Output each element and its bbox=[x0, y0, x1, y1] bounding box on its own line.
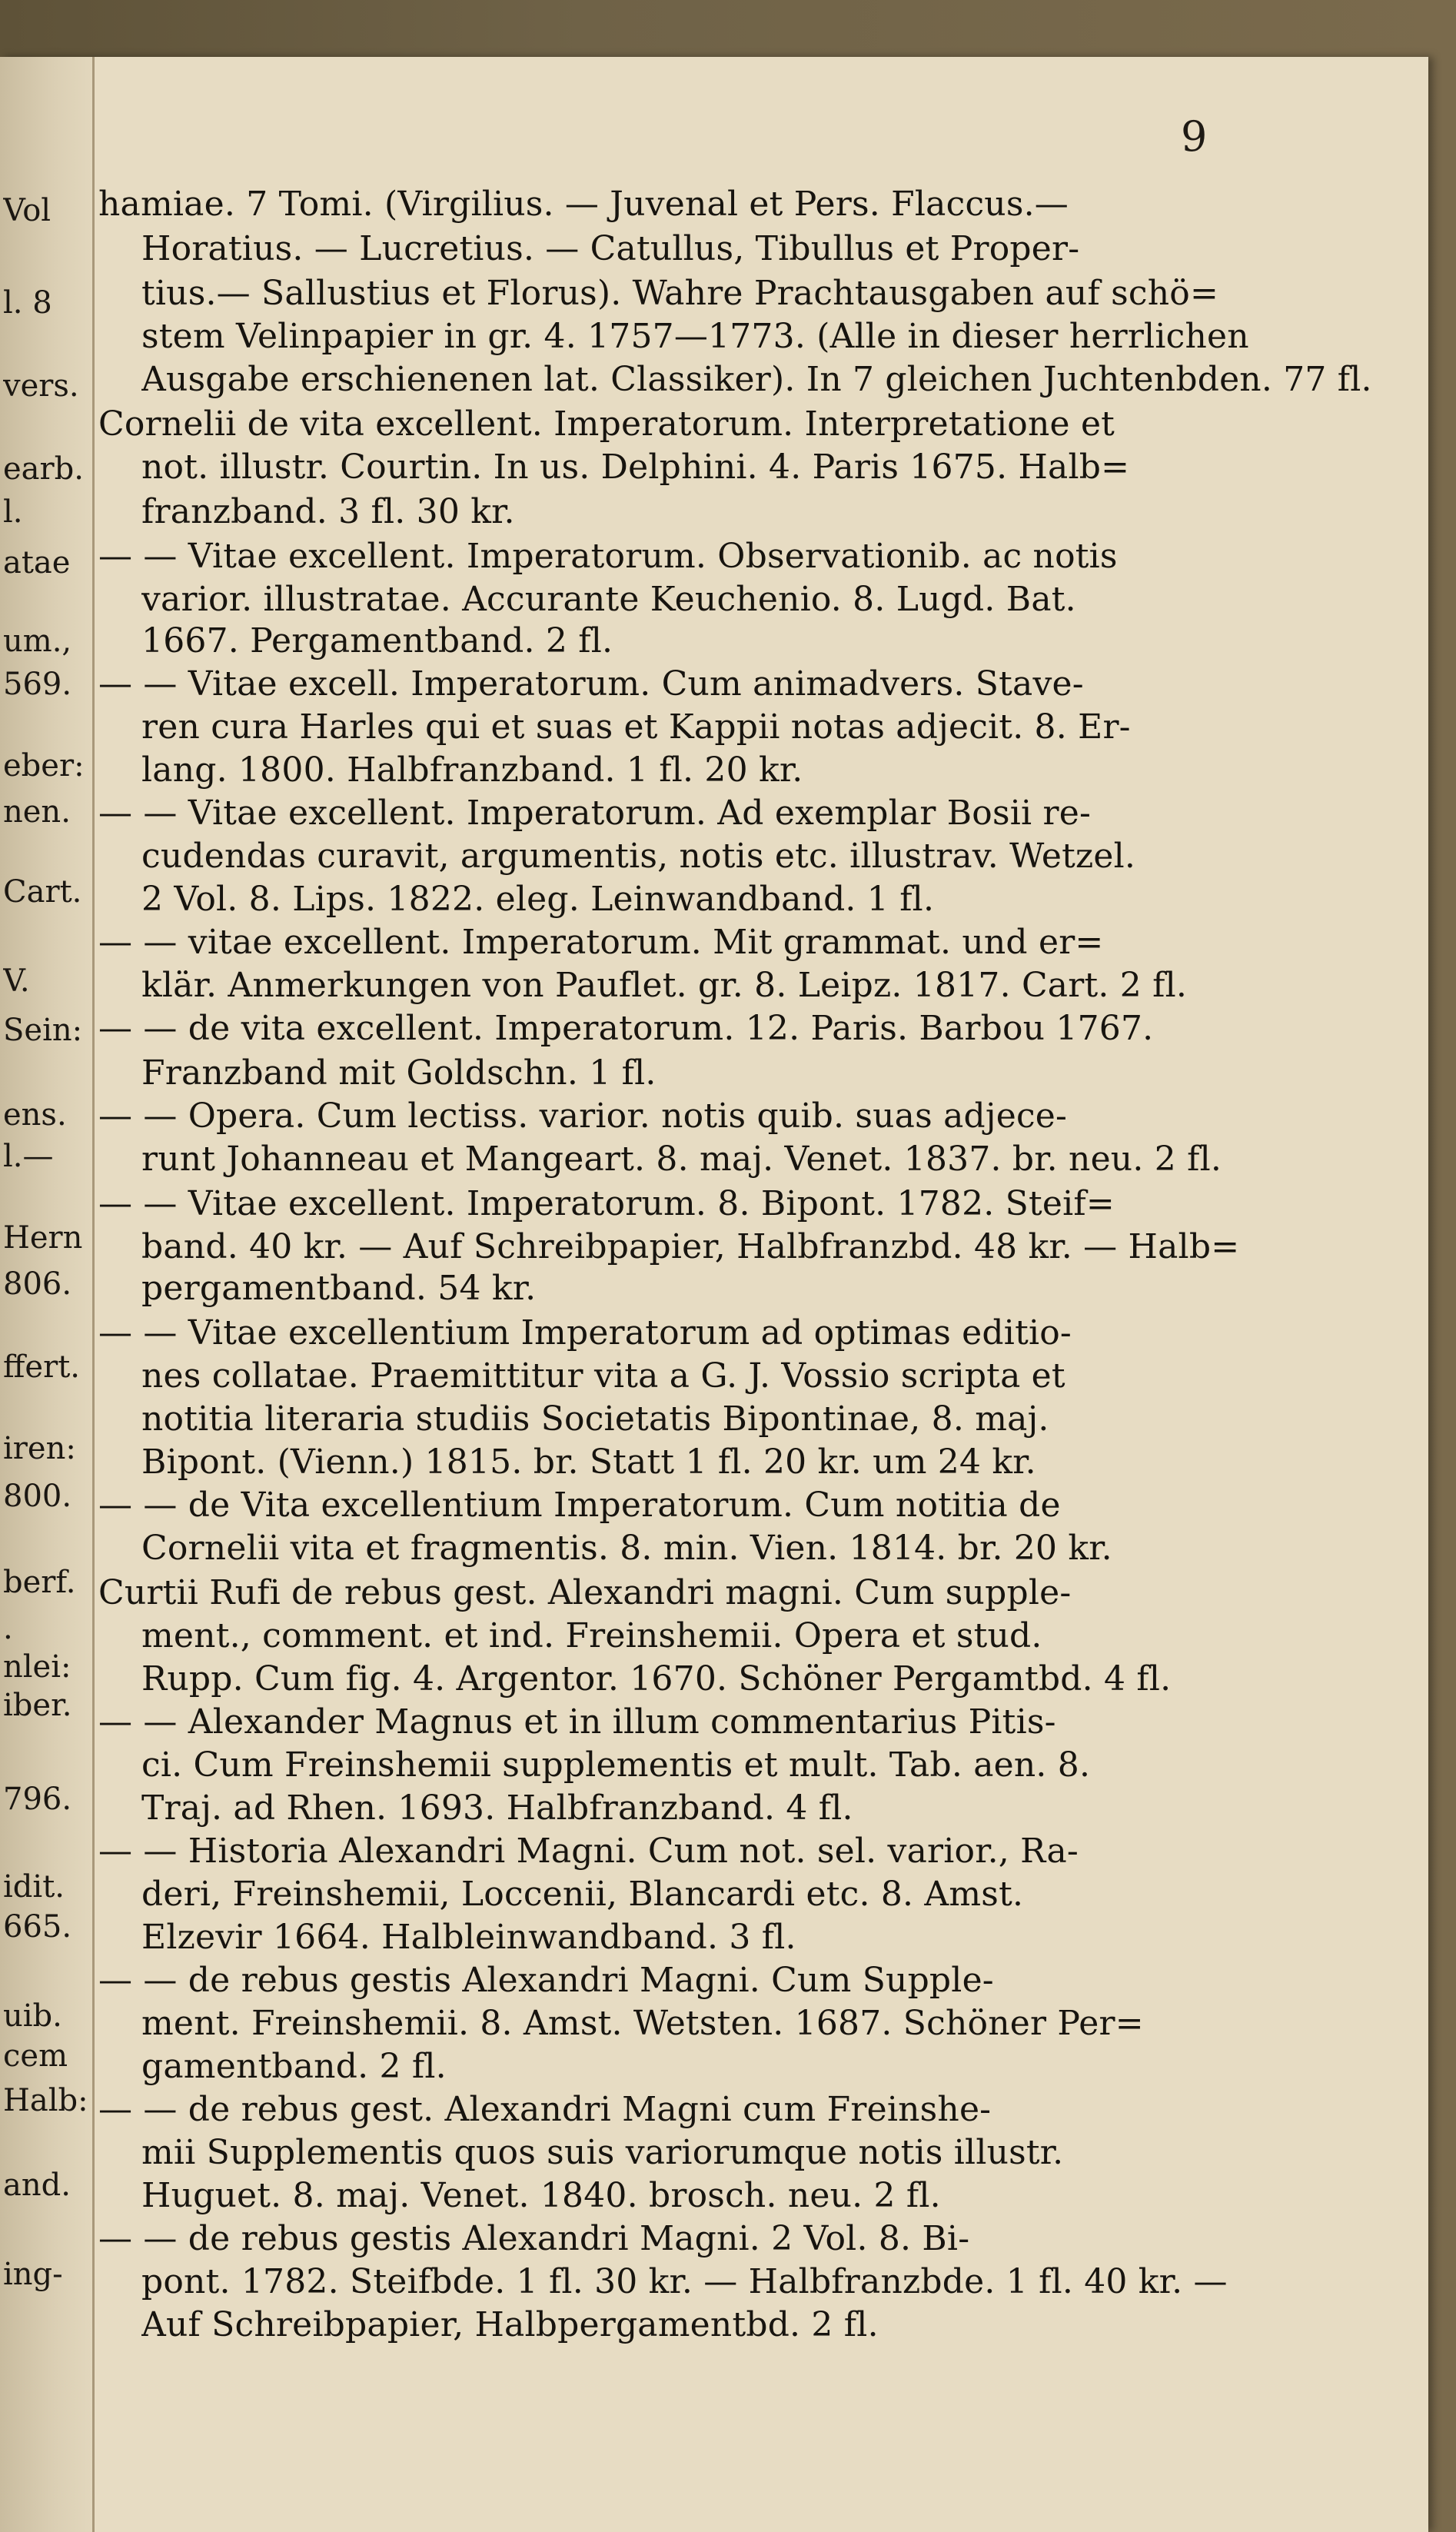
margin-fragment: 800. bbox=[3, 1479, 72, 1513]
text-line: ren cura Harles qui et suas et Kappii notas adjecit. 8. Er- bbox=[141, 707, 1131, 747]
text-line: — — Vitae excellentium Imperatorum ad optimas editio- bbox=[98, 1313, 1072, 1353]
text-line: — — Vitae excell. Imperatorum. Cum animadvers. Stave- bbox=[98, 664, 1084, 704]
text-line: — — Vitae excellent. Imperatorum. Ad exemplar Bosii re- bbox=[98, 794, 1092, 833]
margin-fragment: ffert. bbox=[3, 1350, 80, 1384]
text-line: — — Historia Alexandri Magni. Cum not. sel. varior., Ra- bbox=[98, 1832, 1079, 1871]
margin-fragment: nlei: bbox=[3, 1650, 71, 1684]
text-line: varior. illustratae. Accurante Keuchenio. 8. Lugd. Bat. bbox=[141, 580, 1076, 619]
margin-fragment: atae bbox=[3, 546, 71, 580]
text-line: hamiae. 7 Tomi. (Virgilius. — Juvenal et Pers. Flaccus.— bbox=[98, 185, 1069, 224]
margin-fragment: ing- bbox=[3, 2258, 63, 2291]
text-line: Curtii Rufi de rebus gest. Alexandri magni. Cum supple- bbox=[98, 1573, 1072, 1612]
margin-fragment: ens. bbox=[3, 1098, 67, 1132]
text-line: — — Vitae excellent. Imperatorum. 8. Bipont. 1782. Steif= bbox=[98, 1184, 1115, 1223]
margin-fragment: 569. bbox=[3, 667, 72, 701]
margin-fragment: berf. bbox=[3, 1565, 76, 1599]
text-line: pont. 1782. Steifbde. 1 fl. 30 kr. — Halbfranzbde. 1 fl. 40 kr. — bbox=[141, 2262, 1228, 2301]
text-line: Huguet. 8. maj. Venet. 1840. brosch. neu. 2 fl. bbox=[141, 2176, 941, 2215]
text-line: Cornelii de vita excellent. Imperatorum. Interpretatione et bbox=[98, 404, 1115, 444]
text-line: — — de vita excellent. Imperatorum. 12. Paris. Barbou 1767. bbox=[98, 1009, 1154, 1048]
page-number: 9 bbox=[1181, 112, 1208, 161]
margin-fragment: and. bbox=[3, 2168, 71, 2202]
text-line: — — Opera. Cum lectiss. varior. notis quib. suas adjece- bbox=[98, 1096, 1068, 1136]
margin-fragment: cem bbox=[3, 2039, 68, 2073]
text-line: tius.— Sallustius et Florus). Wahre Prachtausgaben auf schö= bbox=[141, 274, 1219, 313]
text-line: runt Johanneau et Mangeart. 8. maj. Venet. 1837. br. neu. 2 fl. bbox=[141, 1140, 1222, 1179]
margin-fragment: 796. bbox=[3, 1782, 72, 1816]
text-line: Bipont. (Vienn.) 1815. br. Statt 1 fl. 20 kr. um 24 kr. bbox=[141, 1442, 1036, 1482]
margin-fragment: iren: bbox=[3, 1432, 76, 1466]
text-line: — — Alexander Magnus et in illum commentarius Pitis- bbox=[98, 1702, 1056, 1742]
text-line: Franzband mit Goldschn. 1 fl. bbox=[141, 1053, 657, 1093]
text-line: not. illustr. Courtin. In us. Delphini. 4. Paris 1675. Halb= bbox=[141, 448, 1130, 487]
margin-fragment: l. bbox=[3, 495, 23, 529]
margin-fragment: 665. bbox=[3, 1910, 72, 1944]
text-line: — — de rebus gestis Alexandri Magni. Cum Supple- bbox=[98, 1961, 994, 2000]
text-line: ment., comment. et ind. Freinshemii. Opera et stud. bbox=[141, 1616, 1042, 1655]
margin-fragment: eber: bbox=[3, 749, 85, 783]
text-line: franzband. 3 fl. 30 kr. bbox=[141, 492, 515, 531]
text-line: pergamentband. 54 kr. bbox=[141, 1269, 537, 1308]
text-line: — — de rebus gest. Alexandri Magni cum Freinshe- bbox=[98, 2090, 992, 2129]
text-line: klär. Anmerkungen von Pauflet. gr. 8. Leipz. 1817. Cart. 2 fl. bbox=[141, 966, 1188, 1005]
text-line: cudendas curavit, argumentis, notis etc. illustrav. Wetzel. bbox=[141, 837, 1136, 876]
margin-fragment: idit. bbox=[3, 1870, 65, 1904]
margin-fragment: uib. bbox=[3, 1999, 62, 2033]
margin-fragment: Halb: bbox=[3, 2084, 88, 2118]
text-line: notitia literaria studiis Societatis Bipontinae, 8. maj. bbox=[141, 1399, 1049, 1439]
text-line: Auf Schreibpapier, Halbpergamentbd. 2 fl. bbox=[141, 2305, 879, 2344]
text-line: lang. 1800. Halbfranzband. 1 fl. 20 kr. bbox=[141, 750, 803, 790]
margin-fragment: Hern bbox=[3, 1221, 83, 1255]
text-line: Cornelii vita et fragmentis. 8. min. Vien. 1814. br. 20 kr. bbox=[141, 1529, 1112, 1568]
text-line: Horatius. — Lucretius. — Catullus, Tibullus et Proper- bbox=[141, 229, 1080, 268]
text-line: Traj. ad Rhen. 1693. Halbfranzband. 4 fl. bbox=[141, 1788, 853, 1828]
text-line: — — vitae excellent. Imperatorum. Mit grammat. und er= bbox=[98, 923, 1104, 962]
text-line: gamentband. 2 fl. bbox=[141, 2047, 447, 2086]
text-line: mii Supplementis quos suis variorumque notis illustr. bbox=[141, 2133, 1064, 2172]
text-line: 2 Vol. 8. Lips. 1822. eleg. Leinwandband. 1 fl. bbox=[141, 880, 935, 919]
text-line: nes collatae. Praemittitur vita a G. J. Vossio scripta et bbox=[141, 1356, 1065, 1396]
margin-fragment: iber. bbox=[3, 1689, 72, 1722]
margin-fragment: l.— bbox=[3, 1140, 54, 1173]
margin-fragment: nen. bbox=[3, 795, 71, 829]
margin-fragment: 806. bbox=[3, 1267, 72, 1301]
text-line: Ausgabe erschienenen lat. Classiker). In 7 gleichen Juchtenbden. 77 fl. bbox=[141, 360, 1372, 399]
margin-fragment: Sein: bbox=[3, 1013, 83, 1047]
text-line: — — de Vita excellentium Imperatorum. Cum notitia de bbox=[98, 1486, 1061, 1525]
text-line: 1667. Pergamentband. 2 fl. bbox=[141, 621, 613, 660]
text-line: Elzevir 1664. Halbleinwandband. 3 fl. bbox=[141, 1918, 796, 1957]
text-line: Rupp. Cum fig. 4. Argentor. 1670. Schöner Pergamtbd. 4 fl. bbox=[141, 1659, 1172, 1699]
margin-fragment: Cart. bbox=[3, 875, 82, 909]
text-line: ment. Freinshemii. 8. Amst. Wetsten. 1687. Schöner Per= bbox=[141, 2004, 1144, 2043]
text-line: deri, Freinshemii, Loccenii, Blancardi etc. 8. Amst. bbox=[141, 1875, 1024, 1914]
margin-fragment: um., bbox=[3, 624, 72, 658]
text-line: — — de rebus gestis Alexandri Magni. 2 Vol. 8. Bi- bbox=[98, 2219, 970, 2258]
text-line: band. 40 kr. — Auf Schreibpapier, Halbfranzbd. 48 kr. — Halb= bbox=[141, 1227, 1240, 1266]
text-line: — — Vitae excellent. Imperatorum. Observationib. ac notis bbox=[98, 537, 1118, 576]
margin-fragment: vers. bbox=[3, 369, 79, 403]
margin-fragment: earb. bbox=[3, 452, 84, 486]
text-line: stem Velinpapier in gr. 4. 1757—1773. (Alle in dieser herrlichen bbox=[141, 317, 1249, 356]
margin-fragment: V. bbox=[3, 964, 30, 998]
text-line: ci. Cum Freinshemii supplementis et mult. Tab. aen. 8. bbox=[141, 1745, 1091, 1785]
margin-fragment: . bbox=[3, 1612, 13, 1645]
margin-fragment: l. 8 bbox=[3, 286, 52, 320]
margin-fragment: Vol bbox=[3, 194, 52, 228]
